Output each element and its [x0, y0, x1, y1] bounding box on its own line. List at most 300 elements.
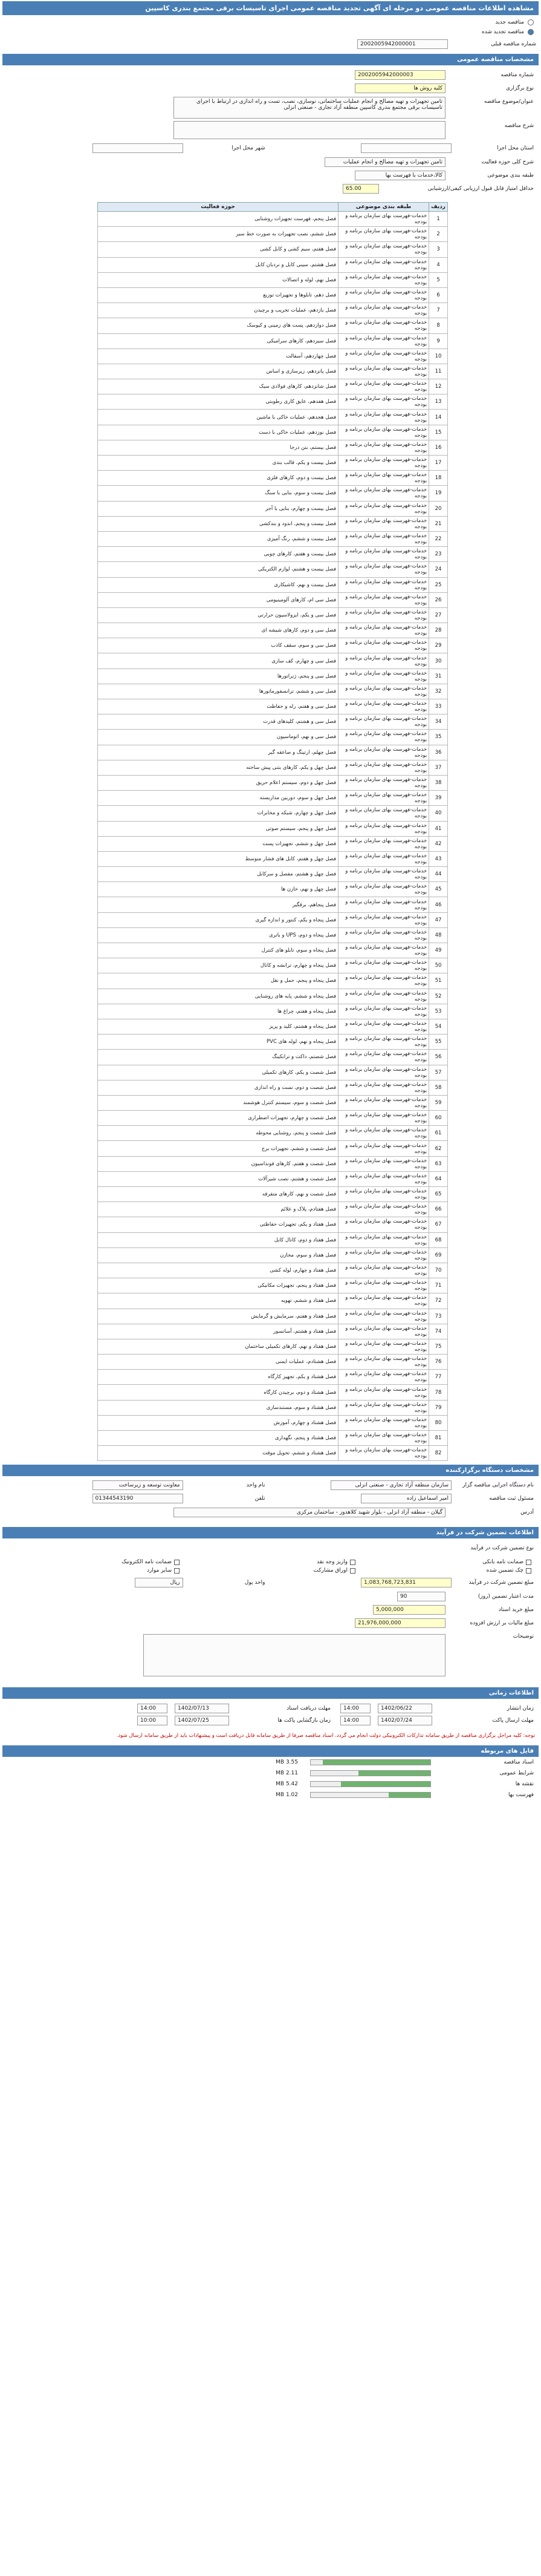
dates-section: [2, 1699, 539, 1730]
table-row: [98, 1278, 448, 1293]
row-field: فصل هفدهم، عایق کاری رطوبتی: [98, 394, 339, 410]
table-row: [98, 1309, 448, 1324]
row-field: فصل سی و نهم، اتوماسیون: [98, 730, 339, 745]
row-number: 43: [429, 851, 448, 866]
row-field: فصل پنجاه و پنجم، حمل و نقل: [98, 973, 339, 989]
row-number: 64: [429, 1171, 448, 1186]
table-row: [98, 562, 448, 577]
guarantee-option[interactable]: سایر موارد: [10, 1568, 180, 1574]
ref-label: زمان انتشار: [507, 1705, 534, 1712]
row-number: 48: [429, 927, 448, 943]
row-field: فصل شصت و ششم، تجهیزات برج: [98, 1141, 339, 1156]
table-row: [98, 592, 448, 607]
row-number: 20: [429, 501, 448, 516]
table-row: [98, 623, 448, 638]
row-field: فصل چهل و هفتم، کابل های فشار متوسط: [98, 851, 339, 866]
row-category: خدمات-فهرست بهای سازمان برنامه و بودجه: [339, 669, 429, 684]
row-category: خدمات-فهرست بهای سازمان برنامه و بودجه: [339, 562, 429, 577]
row-number: 63: [429, 1156, 448, 1171]
file-item[interactable]: [2, 1757, 539, 1768]
row-category: خدمات-فهرست بهای سازمان برنامه و بودجه: [339, 1370, 429, 1385]
row-number: 74: [429, 1324, 448, 1339]
table-row: [98, 1263, 448, 1278]
file-item[interactable]: [2, 1790, 539, 1800]
row-field: فصل هشتاد و چهارم، آموزش: [98, 1415, 339, 1430]
row-number: 53: [429, 1004, 448, 1019]
row-field: فصل شصت و دوم، تست و راه اندازی: [98, 1080, 339, 1095]
submit-time-field[interactable]: 14:00: [340, 1716, 371, 1725]
prev-tender-field[interactable]: 2002005942000001: [357, 39, 448, 49]
guarantee-option[interactable]: چک تضمین شده: [361, 1568, 531, 1574]
row-field: فصل هشتاد و دوم، برچیدن کارگاه: [98, 1385, 339, 1400]
guarantee-option[interactable]: اوراق مشارکت: [186, 1568, 355, 1574]
row-number: 11: [429, 364, 448, 379]
row-field: فصل هفتاد و هفتم، سرمایش و گرمایش: [98, 1309, 339, 1324]
row-number: 37: [429, 760, 448, 775]
row-category: خدمات-فهرست بهای سازمان برنامه و بودجه: [339, 333, 429, 348]
file-size: 3.55 MB: [276, 1759, 298, 1766]
table-row: [98, 287, 448, 302]
row-field: فصل بیست و پنجم، اندود و بندکشی: [98, 516, 339, 531]
row-category: خدمات-فهرست بهای سازمان برنامه و بودجه: [339, 1019, 429, 1034]
table-row: [98, 1293, 448, 1309]
row-category: خدمات-فهرست بهای سازمان برنامه و بودجه: [339, 958, 429, 973]
row-field: فصل پنجاه و ششم، پایه های روشنایی: [98, 989, 339, 1004]
notice-text: توجه: کلیه مراحل برگزاری مناقصه از طریق سامانه تدارکات الکترونیکی دولت انجام می گردد. اسناد مناقصه صرفا از طریق سامانه قابل دریافت است و پیشنهادات باید از طریق سامانه ارسال شود.: [116, 1733, 535, 1739]
col-category: طبقه بندی موضوعی: [339, 203, 429, 212]
type-field[interactable]: کلیه روش ها: [355, 83, 445, 93]
table-row: [98, 927, 448, 943]
row-field: فصل هشتاد و سوم، مستندسازی: [98, 1400, 339, 1415]
row-field: فصل شصت و یکم، کارهای تکمیلی: [98, 1065, 339, 1080]
row-number: 73: [429, 1309, 448, 1324]
row-category: خدمات-فهرست بهای سازمان برنامه و بودجه: [339, 379, 429, 394]
row-number: 33: [429, 699, 448, 714]
table-row: [98, 912, 448, 927]
guarantee-description-field[interactable]: [143, 1634, 445, 1676]
guarantee-description-label: توضیحات: [513, 1633, 534, 1640]
row-field: فصل بیست و نهم، کاشیکاری: [98, 577, 339, 592]
table-row: [98, 699, 448, 714]
row-field: فصل پنجاه و یکم، کنتور و اندازه گیری: [98, 912, 339, 927]
province-field[interactable]: [361, 143, 452, 153]
row-category: خدمات-فهرست بهای سازمان برنامه و بودجه: [339, 1355, 429, 1370]
subject-field[interactable]: تامین تجهیزات و تهیه مصالح و انجام عملیات ساختمانی، نوسازی، نصب، تست و راه اندازی در ارتباط با اجرای تاسیسات برقی مجتمع بندری کاسپین منطقه آزاد تجاری - صنعتی انزلی: [173, 97, 445, 119]
table-row: [98, 1171, 448, 1186]
row-field: فصل سی و چهارم، کف سازی: [98, 653, 339, 669]
row-number: 5: [429, 272, 448, 287]
open-date-field[interactable]: 1402/07/25: [175, 1716, 229, 1725]
checkbox-icon[interactable]: [350, 1560, 355, 1565]
row-field: فصل هفتاد و هشتم، آسانسور: [98, 1324, 339, 1339]
row-number: 78: [429, 1385, 448, 1400]
amount-field[interactable]: 1,083,768,723,831: [361, 1578, 452, 1587]
table-row: [98, 410, 448, 425]
publish-date-field[interactable]: 1402/07/13: [175, 1704, 229, 1713]
table-row: [98, 1247, 448, 1263]
row-number: 67: [429, 1217, 448, 1232]
row-number: 18: [429, 471, 448, 486]
table-row: [98, 1111, 448, 1126]
row-category: خدمات-فهرست بهای سازمان برنامه و بودجه: [339, 821, 429, 836]
row-number: 22: [429, 531, 448, 546]
row-number: 80: [429, 1415, 448, 1430]
row-field: فصل هجدهم، عملیات خاکی با ماشین: [98, 410, 339, 425]
row-field: فصل بیست و ششم، رنگ آمیزی: [98, 531, 339, 546]
guarantee-option[interactable]: ضمانت نامه بانکی: [361, 1559, 531, 1565]
table-row: [98, 456, 448, 471]
table-row: [98, 958, 448, 973]
option-renewed-tender[interactable]: مناقصه تجدید شده: [2, 27, 539, 37]
table-row: [98, 1415, 448, 1430]
type-label: نوع برگزاری: [506, 85, 534, 91]
row-field: فصل شصتم، داکت و ترانکینگ: [98, 1050, 339, 1065]
manager-field[interactable]: امیر اسماعیل زاده: [361, 1494, 452, 1503]
row-field: فصل هفتم، سیم کشی و کابل کشی: [98, 242, 339, 257]
row-field: فصل پنجاهم، برقگیر: [98, 897, 339, 912]
open-label: زمان بازگشایی پاکت ها: [277, 1718, 331, 1724]
row-category: خدمات-فهرست بهای سازمان برنامه و بودجه: [339, 1126, 429, 1141]
row-category: خدمات-فهرست بهای سازمان برنامه و بودجه: [339, 1217, 429, 1232]
option-new-tender[interactable]: مناقصه جدید: [2, 18, 539, 27]
page-title: مشاهده اطلاعات مناقصه عمومی دو مرحله ای آگهی تجدید مناقصه عمومی اجرای تاسیسات برقی مجتمع بندری کاسپین: [2, 1, 539, 15]
radio-icon[interactable]: [528, 29, 534, 35]
file-progress-bar: [310, 1770, 431, 1776]
submit-date-field[interactable]: 1402/07/24: [378, 1716, 432, 1725]
table-row: [98, 303, 448, 318]
row-number: 6: [429, 287, 448, 302]
row-category: خدمات-فهرست بهای سازمان برنامه و بودجه: [339, 227, 429, 242]
publish-time-field[interactable]: 14:00: [137, 1704, 167, 1713]
row-number: 76: [429, 1355, 448, 1370]
row-field: فصل چهل و یکم، کارهای بتنی پیش ساخته: [98, 760, 339, 775]
table-row: [98, 1080, 448, 1095]
file-item[interactable]: [2, 1779, 539, 1790]
table-row: [98, 851, 448, 866]
table-row: [98, 806, 448, 821]
classification-label: طبقه بندی موضوعی: [487, 172, 534, 178]
row-category: خدمات-فهرست بهای سازمان برنامه و بودجه: [339, 1171, 429, 1186]
min-score-label: حداقل امتیاز قابل قبول ارزیابی کیفی/ارزشیابی: [427, 186, 534, 192]
row-field: فصل پنجاه و سوم، تابلو های کنترل: [98, 943, 339, 958]
row-category: خدمات-فهرست بهای سازمان برنامه و بودجه: [339, 303, 429, 318]
row-field: فصل شصت و نهم، کارهای متفرقه: [98, 1187, 339, 1202]
table-row: [98, 348, 448, 364]
table-row: [98, 1095, 448, 1110]
table-row: [98, 531, 448, 546]
guarantee-option[interactable]: ضمانت نامه الکترونیک: [10, 1559, 180, 1565]
city-field[interactable]: [92, 143, 183, 153]
row-field: فصل چهل و ششم، تجهیزات پست: [98, 836, 339, 851]
row-field: فصل هشتاد و پنجم، نگهداری: [98, 1431, 339, 1446]
row-field: فصل سی و پنجم، ژنراتورها: [98, 669, 339, 684]
row-field: فصل هفتاد و یکم، تجهیزات حفاظتی: [98, 1217, 339, 1232]
guarantee-section: [2, 1538, 539, 1684]
row-field: فصل بیست و سوم، بنایی با سنگ: [98, 486, 339, 501]
file-item[interactable]: [2, 1768, 539, 1779]
file-name[interactable]: فهرست بها: [508, 1792, 534, 1799]
row-field: فصل هفتاد و چهارم، لوله کشی: [98, 1263, 339, 1278]
table-row: [98, 745, 448, 760]
table-row: [98, 425, 448, 440]
table-row: [98, 714, 448, 730]
row-field: فصل پنجاه و نهم، لوله های PVC: [98, 1035, 339, 1050]
row-number: 72: [429, 1293, 448, 1309]
row-number: 25: [429, 577, 448, 592]
row-number: 51: [429, 973, 448, 989]
row-category: خدمات-فهرست بهای سازمان برنامه و بودجه: [339, 1004, 429, 1019]
row-category: خدمات-فهرست بهای سازمان برنامه و بودجه: [339, 653, 429, 669]
row-field: فصل سی و هشتم، کلیدهای قدرت: [98, 714, 339, 730]
organizer-section: [2, 1476, 539, 1523]
row-number: 8: [429, 318, 448, 333]
table-row: [98, 1202, 448, 1217]
row-category: خدمات-فهرست بهای سازمان برنامه و بودجه: [339, 425, 429, 440]
row-number: 77: [429, 1370, 448, 1385]
tender-number-field[interactable]: 2002005942000003: [355, 70, 445, 80]
row-category: خدمات-فهرست بهای سازمان برنامه و بودجه: [339, 272, 429, 287]
row-field: فصل چهل و نهم، خازن ها: [98, 882, 339, 897]
row-category: خدمات-فهرست بهای سازمان برنامه و بودجه: [339, 943, 429, 958]
row-category: خدمات-فهرست بهای سازمان برنامه و بودجه: [339, 714, 429, 730]
table-row: [98, 882, 448, 897]
tax-label: مبلغ مالیات بر ارزش افزوده: [470, 1620, 534, 1627]
table-row: [98, 577, 448, 592]
table-row: [98, 867, 448, 882]
row-category: خدمات-فهرست بهای سازمان برنامه و بودجه: [339, 1431, 429, 1446]
city-label: شهر محل اجرا: [232, 145, 265, 151]
table-row: [98, 379, 448, 394]
row-category: خدمات-فهرست بهای سازمان برنامه و بودجه: [339, 394, 429, 410]
activity-table: [97, 202, 448, 1461]
table-row: [98, 1156, 448, 1171]
table-row: [98, 1141, 448, 1156]
row-category: خدمات-فهرست بهای سازمان برنامه و بودجه: [339, 927, 429, 943]
row-number: 79: [429, 1400, 448, 1415]
tax-field[interactable]: 21,976,000,000: [355, 1618, 445, 1628]
row-number: 47: [429, 912, 448, 927]
row-category: خدمات-فهرست بهای سازمان برنامه و بودجه: [339, 577, 429, 592]
row-number: 56: [429, 1050, 448, 1065]
row-category: خدمات-فهرست بهای سازمان برنامه و بودجه: [339, 836, 429, 851]
table-row: [98, 257, 448, 272]
row-number: 60: [429, 1111, 448, 1126]
row-category: خدمات-فهرست بهای سازمان برنامه و بودجه: [339, 882, 429, 897]
row-number: 3: [429, 242, 448, 257]
row-category: خدمات-فهرست بهای سازمان برنامه و بودجه: [339, 348, 429, 364]
table-row: [98, 501, 448, 516]
row-field: فصل هفتاد و دوم، کانال کابل: [98, 1232, 339, 1247]
table-row: [98, 1324, 448, 1339]
radio-icon[interactable]: [528, 19, 534, 25]
row-category: خدمات-فهرست بهای سازمان برنامه و بودجه: [339, 1309, 429, 1324]
ref-time-field[interactable]: 14:00: [340, 1704, 371, 1713]
table-row: [98, 973, 448, 989]
row-number: 44: [429, 867, 448, 882]
row-category: خدمات-فهرست بهای سازمان برنامه و بودجه: [339, 623, 429, 638]
row-field: فصل چهاردهم، آسفالت: [98, 348, 339, 364]
row-number: 4: [429, 257, 448, 272]
row-field: فصل شصت و هفتم، کارهای فونداسیون: [98, 1156, 339, 1171]
description-label: شرح مناقصه: [504, 123, 534, 129]
table-row: [98, 1232, 448, 1247]
phone-field[interactable]: 01344543190: [92, 1494, 183, 1503]
row-field: فصل هشتاد و ششم، تحویل موقت: [98, 1446, 339, 1461]
checkbox-icon[interactable]: [526, 1568, 531, 1574]
row-category: خدمات-فهرست بهای سازمان برنامه و بودجه: [339, 1065, 429, 1080]
guarantee-option[interactable]: واریز وجه نقد: [186, 1559, 355, 1565]
activity-label: شرح کلی حوزه فعالیت: [481, 159, 534, 165]
row-category: خدمات-فهرست بهای سازمان برنامه و بودجه: [339, 410, 429, 425]
row-number: 13: [429, 394, 448, 410]
address-field[interactable]: گیلان - منطقه آزاد انزلی - بلوار شهید کلاهدوز - ساختمان مرکزی: [173, 1508, 445, 1517]
amount-label: مبلغ تضمین شرکت در فرآیند: [468, 1580, 534, 1586]
row-field: فصل دوازدهم، پست های زمینی و کیوسک: [98, 318, 339, 333]
file-progress-fill: [323, 1760, 430, 1765]
row-field: فصل نهم، لوله و اتصالات: [98, 272, 339, 287]
row-category: خدمات-فهرست بهای سازمان برنامه و بودجه: [339, 212, 429, 227]
row-category: خدمات-فهرست بهای سازمان برنامه و بودجه: [339, 364, 429, 379]
file-name[interactable]: اسناد مناقصه: [504, 1759, 534, 1766]
open-time-field[interactable]: 10:00: [137, 1716, 167, 1725]
row-field: فصل پنجاه و دوم، UPS و باتری: [98, 927, 339, 943]
row-category: خدمات-فهرست بهای سازمان برنامه و بودجه: [339, 973, 429, 989]
activity-field[interactable]: تامین تجهیزات و تهیه مصالح و انجام عملیات: [325, 157, 445, 167]
currency-field[interactable]: ریال: [135, 1578, 183, 1587]
checkbox-icon[interactable]: [526, 1560, 531, 1565]
currency-label: واحد پول: [244, 1580, 265, 1586]
fee-field[interactable]: 5,000,000: [373, 1605, 445, 1615]
row-field: فصل سی و سوم، سقف کاذب: [98, 638, 339, 653]
tender-number-label: شماره مناقصه: [501, 72, 534, 78]
guarantee-type-label: نوع تضمین شرکت در فرآیند: [470, 1545, 534, 1552]
row-field: فصل هفتادم، پلاک و علائم: [98, 1202, 339, 1217]
row-number: 57: [429, 1065, 448, 1080]
classification-field[interactable]: کالا،خدمات با فهرست بها: [355, 171, 445, 180]
table-row: [98, 836, 448, 851]
row-category: خدمات-فهرست بهای سازمان برنامه و بودجه: [339, 1111, 429, 1126]
row-category: خدمات-فهرست بهای سازمان برنامه و بودجه: [339, 1095, 429, 1110]
file-name[interactable]: نقشه ها: [515, 1781, 534, 1788]
checkbox-icon[interactable]: [174, 1560, 180, 1565]
row-field: فصل شصت و سوم، سیستم کنترل هوشمند: [98, 1095, 339, 1110]
table-row: [98, 730, 448, 745]
row-category: خدمات-فهرست بهای سازمان برنامه و بودجه: [339, 730, 429, 745]
file-size: 1.02 MB: [276, 1792, 298, 1799]
checkbox-icon[interactable]: [350, 1568, 355, 1574]
row-category: خدمات-فهرست بهای سازمان برنامه و بودجه: [339, 806, 429, 821]
row-category: خدمات-فهرست بهای سازمان برنامه و بودجه: [339, 516, 429, 531]
row-number: 69: [429, 1247, 448, 1263]
row-field: فصل شصت و هشتم، نصب شیرآلات: [98, 1171, 339, 1186]
row-category: خدمات-فهرست بهای سازمان برنامه و بودجه: [339, 1263, 429, 1278]
row-category: خدمات-فهرست بهای سازمان برنامه و بودجه: [339, 989, 429, 1004]
row-field: فصل بیست و چهارم، بنایی با آجر: [98, 501, 339, 516]
row-number: 39: [429, 791, 448, 806]
row-field: فصل شصت و پنجم، روشنایی محوطه: [98, 1126, 339, 1141]
row-number: 27: [429, 607, 448, 623]
row-field: فصل هفتاد و سوم، مخازن: [98, 1247, 339, 1263]
table-row: [98, 1217, 448, 1232]
table-row: [98, 1339, 448, 1354]
table-row: [98, 638, 448, 653]
row-category: خدمات-فهرست بهای سازمان برنامه و بودجه: [339, 1247, 429, 1263]
row-number: 45: [429, 882, 448, 897]
row-field: فصل چهلم، ارتینگ و صاعقه گیر: [98, 745, 339, 760]
row-field: فصل سی و ششم، ترانسفورماتورها: [98, 684, 339, 699]
row-field: فصل هشتادم، عملیات ایمنی: [98, 1355, 339, 1370]
checkbox-icon[interactable]: [174, 1568, 180, 1574]
row-category: خدمات-فهرست بهای سازمان برنامه و بودجه: [339, 1400, 429, 1415]
row-number: 52: [429, 989, 448, 1004]
row-number: 61: [429, 1126, 448, 1141]
row-category: خدمات-فهرست بهای سازمان برنامه و بودجه: [339, 1278, 429, 1293]
row-field: فصل هفتاد و نهم، کارهای تکمیلی ساختمان: [98, 1339, 339, 1354]
description-field[interactable]: [173, 121, 445, 139]
row-category: خدمات-فهرست بهای سازمان برنامه و بودجه: [339, 607, 429, 623]
file-name[interactable]: شرایط عمومی: [499, 1770, 534, 1777]
col-field: حوزه فعالیت: [98, 203, 339, 212]
row-number: 68: [429, 1232, 448, 1247]
row-number: 65: [429, 1187, 448, 1202]
table-row: [98, 989, 448, 1004]
row-category: خدمات-فهرست بهای سازمان برنامه و بودجه: [339, 531, 429, 546]
files-section-title: فایل های مربوطه: [2, 1745, 539, 1757]
prev-tender-label: شماره مناقصه قبلی: [491, 41, 536, 47]
row-field: فصل چهل و هشتم، مفصل و سرکابل: [98, 867, 339, 882]
table-row: [98, 943, 448, 958]
min-score-field[interactable]: 65.00: [343, 184, 379, 194]
row-category: خدمات-فهرست بهای سازمان برنامه و بودجه: [339, 242, 429, 257]
row-category: خدمات-فهرست بهای سازمان برنامه و بودجه: [339, 1187, 429, 1202]
row-number: 32: [429, 684, 448, 699]
table-row: [98, 760, 448, 775]
row-number: 34: [429, 714, 448, 730]
org-name-field[interactable]: سازمان منطقه آزاد تجاری - صنعتی انزلی: [331, 1480, 452, 1490]
row-category: خدمات-فهرست بهای سازمان برنامه و بودجه: [339, 257, 429, 272]
table-row: [98, 1385, 448, 1400]
row-field: فصل بیست و یکم، قالب بندی: [98, 456, 339, 471]
row-field: فصل بیست و دوم، کارهای فلزی: [98, 471, 339, 486]
row-category: خدمات-فهرست بهای سازمان برنامه و بودجه: [339, 745, 429, 760]
file-progress-fill: [341, 1782, 431, 1787]
ref-date-field[interactable]: 1402/06/22: [378, 1704, 432, 1713]
row-category: خدمات-فهرست بهای سازمان برنامه و بودجه: [339, 1446, 429, 1461]
row-category: خدمات-فهرست بهای سازمان برنامه و بودجه: [339, 1385, 429, 1400]
organizer-section-title: مشخصات دستگاه برگزارکننده: [2, 1465, 539, 1476]
table-row: [98, 775, 448, 790]
row-number: 12: [429, 379, 448, 394]
unit-field[interactable]: معاونت توسعه و زیرساخت: [92, 1480, 183, 1490]
row-number: 54: [429, 1019, 448, 1034]
table-row: [98, 1019, 448, 1034]
row-number: 35: [429, 730, 448, 745]
table-row: [98, 1400, 448, 1415]
row-number: 9: [429, 333, 448, 348]
validity-field[interactable]: 90: [397, 1592, 445, 1601]
row-field: فصل سی ام، کارهای آلومینیومی: [98, 592, 339, 607]
file-progress-bar: [310, 1759, 431, 1765]
row-category: خدمات-فهرست بهای سازمان برنامه و بودجه: [339, 699, 429, 714]
row-field: فصل بیست و هشتم، لوازم الکتریکی: [98, 562, 339, 577]
row-field: فصل بیست و هفتم، کارهای چوبی: [98, 547, 339, 562]
row-number: 46: [429, 897, 448, 912]
table-row: [98, 486, 448, 501]
row-number: 16: [429, 440, 448, 455]
row-field: فصل چهل و دوم، سیستم اعلام حریق: [98, 775, 339, 790]
activity-table-body: [98, 212, 448, 1461]
table-row: [98, 364, 448, 379]
